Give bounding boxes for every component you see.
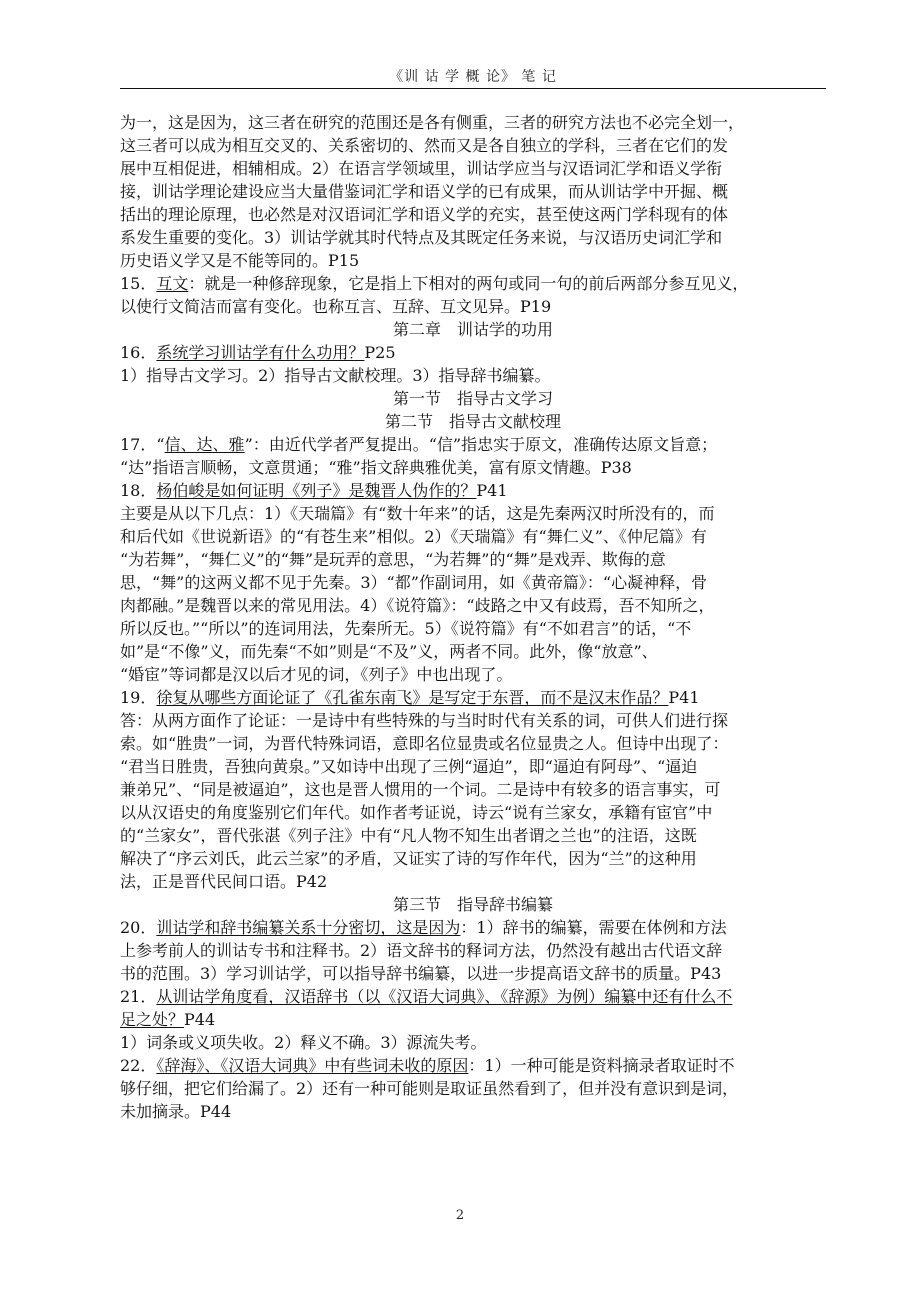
text-line [120,479,826,502]
section-heading: 第一节 指导古文学习 [392,389,553,408]
text-line: 以使行文简洁而富有变化。也称互言、互辞、互文见异。P19 [120,297,552,316]
line-prefix: 15． [120,274,157,293]
underlined-question: 从训诂学角度看，汉语辞书（以《汉语大词典》、《辞源》为例）编纂中还有什么不 [156,987,733,1006]
page-number: 2 [455,1208,465,1223]
text-line: 和后代如《世说新语》的“有苍生来”相似。2）《天瑞篇》有“舞仁义”、《仲尼篇》有 [120,527,707,546]
text-line: 的“兰家女”，晋代张湛《列子注》中有“凡人物不知生出者谓之兰也”的注语，这既 [120,826,697,845]
underlined-question: 足之处？ [120,1010,185,1029]
text-line: 系发生重要的变化。3）训诂学就其时代特点及其既定任务来说，与汉语历史词汇学和 [120,228,723,247]
text-line: 未加摘录。P44 [120,1102,232,1121]
text-line: 索。如“胜贵”一词，为晋代特殊词语，意即名位显贵或名位显贵之人。但诗中出现了： [120,734,729,753]
text-line: 上参考前人的训诂专书和注释书。2）语文辞书的释词方法，仍然没有越出古代语文辞 [120,941,723,960]
line-prefix: 22． [120,1056,157,1075]
text-line: 以从汉语史的角度鉴别它们年代。如作者考证说，诗云“说有兰家女，承籍有宦官”中 [120,803,713,822]
line-suffix: P44 [184,1010,216,1029]
text-line: 思，“舞”的这两义都不见于先秦。3）“都”作副词用，如《黄帝篇》：“心凝神释，骨 [120,573,708,592]
underlined-question: 杨伯峻是如何证明《列子》是魏晋人伪作的？ [156,481,477,500]
text-line: “婚宦”等词都是汉以后才见的词，《列子》中也出现了。 [120,665,513,684]
underlined-question: 训诂学和辞书编纂关系十分密切，这是因为 [156,918,461,937]
text-line: 1）词条或义项失收。2）释义不确。3）源流失考。 [120,1033,487,1052]
header-rule [120,88,826,89]
text-line: 肉都融。”是魏晋以来的常见用法。4）《说符篇》：“歧路之中又有歧焉，吾不知所之， [120,596,715,615]
section-heading: 第三节 指导辞书编纂 [392,895,553,914]
section-heading: 第二节 指导古文献校理 [384,412,561,431]
underlined-question: 徐复从哪些方面论证了《孔雀东南飞》是写定于东晋，而不是汉末作品？ [156,688,669,707]
text-line: 够仔细，把它们给漏了。2）还有一种可能则是取证虽然看到了，但并没有意识到是词， [120,1079,739,1098]
text-line: 为一，这是因为，这三者在研究的范围还是各有侧重，三者的研究方法也不必完全划一， [120,113,745,132]
text-line: 括出的理论原理，也必然是对汉语词汇学和语义学的充实，甚至使这两门学科现有的体 [120,205,729,224]
line-prefix: 18． [120,481,157,500]
text-line [120,1054,826,1077]
text-line: 答：从两方面作了论证：一是诗中有些特殊的与当时时代有关系的词，可供人们进行探 [120,711,729,730]
line-suffix: ：1）辞书的编纂，需要在体例和方法 [460,918,727,937]
section-heading: 第二章 训诂学的功用 [392,320,553,339]
text-line: 主要是从以下几点：1）《天瑞篇》有“数十年来”的话，这是先秦两汉时所没有的，而 [120,504,715,523]
text-line: 历史语义学又是不能等同的。P15 [120,251,360,270]
text-line [120,341,826,364]
text-line: 如”是“不像”义，而先秦“不如”则是“不及”义，两者不同。此外，像“放意”、 [120,642,658,661]
text-line: 接，训诂学理论建设应当大量借鉴词汇学和语义学的已有成果，而从训诂学中开掘、概 [120,182,729,201]
text-line: 所以反也。”“所以”的连词用法，先秦所无。5）《说符篇》有“不如君言”的话，“不 [120,619,692,638]
underlined-question: 信、达、雅 [164,435,245,454]
text-line [120,272,826,295]
line-suffix: P25 [364,343,396,362]
body-text [120,111,826,1123]
page-header-title: 《训 诂 学 概 论》 笔 记 [389,69,557,85]
text-line [120,985,826,1008]
line-suffix: ：1）一种可能是资料摘录者取证时不 [468,1056,735,1075]
line-prefix: 21． [120,987,157,1006]
text-line: 兼弟兄”、“同是被逼迫”，这也是晋人惯用的一个词。二是诗中有较多的语言事实，可 [120,780,721,799]
line-suffix: ：就是一种修辞现象，它是指上下相对的两句或同一句的前后两部分参互见义， [188,274,749,293]
text-line: “达”指语言顺畅，文意贯通；“雅”指文辞典雅优美，富有原文情趣。P38 [120,458,632,477]
line-prefix: 16． [120,343,157,362]
text-line: 展中互相促进，相辅相成。2）在语言学领域里，训诂学应当与汉语词汇学和语义学衔 [120,159,723,178]
line-prefix: 17．“ [120,435,165,454]
line-suffix: P41 [476,481,508,500]
text-line: 1）指导古文学习。2）指导古文献校理。3）指导辞书编纂。 [120,366,551,385]
line-suffix: P41 [668,688,700,707]
underlined-question: 《辞海》、《汉语大词典》中有些词未收的原因 [156,1056,469,1075]
underlined-question: 系统学习训诂学有什么功用？ [156,343,365,362]
line-suffix: ”：由近代学者严复提出。“信”指忠实于原文，准确传达原文旨意； [244,435,718,454]
text-line [120,916,826,939]
text-line: 法，正是晋代民间口语。P42 [120,872,328,891]
text-line: “君当日胜贵，吾独向黄泉。”又如诗中出现了三例“逼迫”，即“逼迫有阿母”、“逼迫 [120,757,698,776]
text-line: 解决了“序云刘氏，此云兰家”的矛盾，又证实了诗的写作年代，因为“兰”的这种用 [120,849,697,868]
underlined-question: 互文 [156,274,189,293]
text-line [120,1008,826,1031]
text-line: 书的范围。3）学习训诂学，可以指导辞书编纂，以进一步提高语文辞书的质量。P43 [120,964,722,983]
text-line: “为若舞”，“舞仁义”的“舞”是玩弄的意思，“为若舞”的“舞”是戏弄、欺侮的意 [120,550,666,569]
line-prefix: 19． [120,688,157,707]
text-line: 这三者可以成为相互交叉的、关系密切的、然而又是各自独立的学科，三者在它们的发 [120,136,729,155]
text-line [120,686,826,709]
line-prefix: 20． [120,918,157,937]
text-line [120,433,826,456]
